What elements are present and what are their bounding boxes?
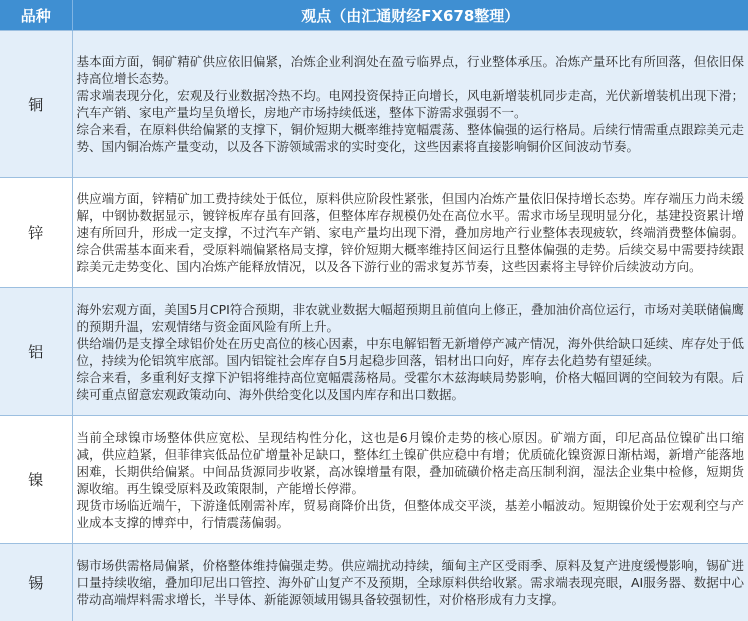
table-row-copper: [0, 31, 748, 178]
header-view: 观点（由汇通财经FX678整理）: [72, 0, 748, 31]
table-row-zinc: [0, 178, 748, 288]
view-paragraph: 供给端仍是支撑全球铝价处在历史高位的核心因素，中东电解铝暂无新增停产减产情况，海外供给缺口延续、库存处于低位，持续为伦铝筑牢底部。国内铝锭社会库存自5月起稳步回落，铝材出口向好，库存去化趋势有望延续。: [77, 335, 745, 369]
view-cell: [72, 288, 748, 416]
metal-name: 铝: [0, 288, 72, 416]
metal-name: 锡: [0, 544, 72, 621]
view-paragraph: 锡市场供需格局偏紧，价格整体维持偏强走势。供应端扰动持续，缅甸主产区受雨季、原料及复产进度缓慢影响，锡矿进口量持续收缩，叠加印尼出口管控、海外矿山复产不及预期，全球原料供给收紧。需求端表现亮眼，AI服务器、数据中心带动高端焊料需求增长，半导体、新能源领域用锡具备较强韧性，对价格形成有力支撑。: [77, 557, 745, 608]
view-cell: [72, 416, 748, 544]
view-paragraph: 综合来看，在原料供给偏紧的支撑下，铜价短期大概率维持宽幅震荡、整体偏强的运行格局。后续行情需重点跟踪美元走势、国内铜冶炼产量变动，以及各下游领域需求的实时变化，这些因素将直接影响铜价区间波动节奏。: [77, 121, 745, 155]
table-row-nickel: [0, 416, 748, 544]
view-paragraph: 供应端方面，锌精矿加工费持续处于低位，原料供应阶段性紧张，但国内冶炼产量依旧保持增长态势。库存端压力尚未缓解，中钢协数据显示，镀锌板库存虽有回落，但整体库存规模仍处在高位水平。需求市场呈现明显分化，基建投资累计增速有所回升，形成一定支撑，不过汽车产销、家电产量均出现下滑，叠加房地产行业整体表现疲软，终端消费整体偏弱。综合供需基本面来看，受原料端偏紧格局支撑，锌价短期大概率维持区间运行且整体偏强的走势。后续交易中需要持续跟踪美元走势变化、国内冶炼产能释放情况，以及各下游行业的需求复苏节奏，这些因素将主导锌价后续波动方向。: [77, 190, 745, 275]
metal-name: 铜: [0, 31, 72, 178]
view-paragraph: 当前全球镍市场整体供应宽松、呈现结构性分化，这也是6月镍价走势的核心原因。矿端方面，印尼高品位镍矿出口缩减，供应趋紧，但菲律宾低品位矿增量补足缺口，整体红土镍矿供应稳中有增；优质硫化镍资源日渐枯竭，新增产能落地困难，长期供给偏紧。中间品货源同步收紧，高冰镍增量有限，叠加硫磺价格走高压制利润，湿法企业集中检修，短期货源收缩。再生镍受原料及政策限制，产能增长停滞。: [77, 429, 745, 497]
view-paragraph: 海外宏观方面，美国5月CPI符合预期，非农就业数据大幅超预期且前值向上修正，叠加油价高位运行，市场对美联储偏鹰的预期升温，宏观情绪与资金面风险有所上升。: [77, 301, 745, 335]
view-cell: [72, 178, 748, 288]
view-paragraph: 基本面方面，铜矿精矿供应依旧偏紧，冶炼企业利润处在盈亏临界点，行业整体承压。冶炼产量环比有所回落，但依旧保持高位增长态势。: [77, 53, 745, 87]
table-header-row: [0, 0, 748, 31]
table-row-aluminum: [0, 288, 748, 416]
view-paragraph: 需求端表现分化，宏观及行业数据冷热不均。电网投资保持正向增长，风电新增装机同步走高，光伏新增装机出现下滑；汽车产销、家电产量均呈负增长，房地产市场持续低迷，整体下游需求强弱不一。: [77, 87, 745, 121]
table-row-tin: [0, 544, 748, 621]
metal-name: 镍: [0, 416, 72, 544]
view-cell: [72, 31, 748, 178]
view-cell: [72, 544, 748, 621]
metal-name: 锌: [0, 178, 72, 288]
view-paragraph: 综合来看，多重利好支撑下沪铝将维持高位宽幅震荡格局。受霍尔木兹海峡局势影响，价格大幅回调的空间较为有限。后续可重点留意宏观政策动向、海外供给变化以及国内库存和出口数据。: [77, 369, 745, 403]
header-metal: 品种: [0, 0, 72, 31]
view-paragraph: 现货市场临近端午，下游逢低刚需补库，贸易商降价出货，但整体成交平淡，基差小幅波动。短期镍价处于宏观利空与产业成本支撑的博弈中，行情震荡偏弱。: [77, 497, 745, 531]
